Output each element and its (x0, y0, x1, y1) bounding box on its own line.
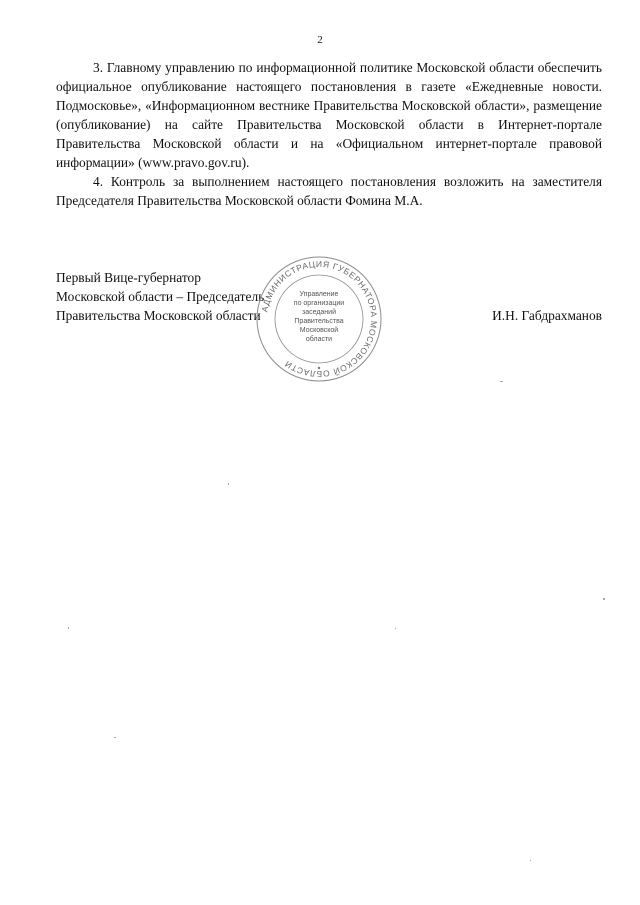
scan-speck (228, 483, 229, 485)
scan-speck (68, 627, 69, 629)
signatory-title (56, 268, 264, 325)
paragraph-item-4: 4. Контроль за выполнением настоящего постановления возложить на заместителя Председателя Правительства Московской области Фомина М.А. (56, 174, 602, 208)
stamp-center-line: по организации (293, 300, 345, 307)
official-stamp (254, 254, 384, 384)
signatory-title-line: Правительства Московской области (56, 308, 261, 323)
page-number: 2 (317, 34, 323, 46)
scan-speck (530, 860, 531, 861)
document-body (56, 58, 602, 210)
stamp-center-line: Правительства (294, 318, 344, 325)
stamp-center-line: Московской (299, 327, 339, 334)
scan-speck (395, 628, 396, 629)
signatory-title-line: Московской области – Председатель (56, 289, 265, 304)
stamp-ring-text: АДМИНИСТРАЦИЯ ГУБЕРНАТОРА МОСКОВСКОЙ ОБЛАСТИ (259, 258, 380, 380)
signatory-name: И.Н. Габдрахманов (492, 308, 602, 323)
stamp-center-line: заседаний (301, 309, 336, 316)
signatory-title-line: Первый Вице-губернатор (56, 270, 201, 285)
scan-speck (500, 381, 503, 382)
scan-speck (114, 737, 116, 738)
stamp-center-text (285, 290, 353, 344)
stamp-center-line: области (305, 336, 333, 343)
paragraph-item-3: 3. Главному управлению по информационной политике Московской области обеспечить официальное опубликование настоящего постановления в газете «Ежедневные новости. Подмосковье», «Информационном вестнике Правительства Московской области», размещение (опубликование) на сайте Правительства Московской области в Интернет-портале Правительства Московской области и на «Официальном интернет-портале правовой информации» (www.pravo.gov.ru). (56, 60, 602, 170)
scan-speck (603, 598, 605, 600)
stamp-center-line: Управление (299, 291, 339, 298)
